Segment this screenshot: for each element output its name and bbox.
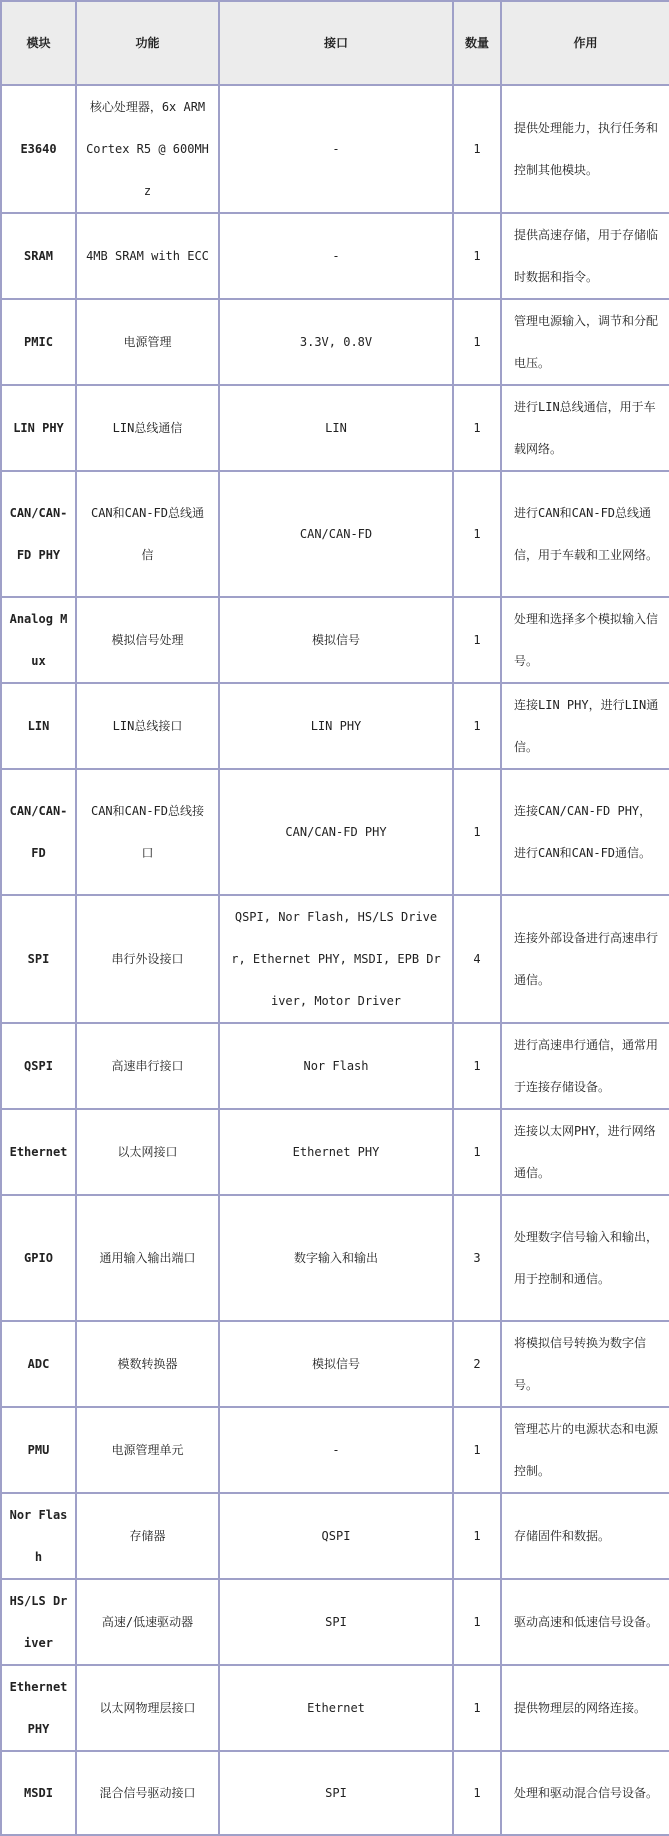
cell-module: LIN PHY — [1, 385, 76, 471]
cell-function: 电源管理 — [76, 299, 219, 385]
cell-role: 管理芯片的电源状态和电源控制。 — [501, 1407, 669, 1493]
cell-module: ADC — [1, 1321, 76, 1407]
cell-quantity: 1 — [453, 1751, 501, 1835]
cell-function: 核心处理器，6x ARM Cortex R5 @ 600MHz — [76, 85, 219, 213]
cell-function: 通用输入输出端口 — [76, 1195, 219, 1321]
cell-function: LIN总线接口 — [76, 683, 219, 769]
table-header — [1, 1, 669, 85]
cell-role: 连接LIN PHY，进行LIN通信。 — [501, 683, 669, 769]
cell-interface: - — [219, 85, 453, 213]
table-row — [1, 683, 669, 769]
cell-module: LIN — [1, 683, 76, 769]
cell-quantity: 1 — [453, 1493, 501, 1579]
cell-interface: CAN/CAN-FD PHY — [219, 769, 453, 895]
cell-function: 存储器 — [76, 1493, 219, 1579]
table-row — [1, 471, 669, 597]
cell-interface: LIN PHY — [219, 683, 453, 769]
cell-role: 连接以太网PHY，进行网络通信。 — [501, 1109, 669, 1195]
cell-module: Ethernet — [1, 1109, 76, 1195]
cell-module: Ethernet PHY — [1, 1665, 76, 1751]
cell-interface: - — [219, 213, 453, 299]
cell-function: CAN和CAN-FD总线接口 — [76, 769, 219, 895]
cell-quantity: 1 — [453, 213, 501, 299]
cell-role: 处理和选择多个模拟输入信号。 — [501, 597, 669, 683]
header-interface: 接口 — [219, 1, 453, 85]
cell-module: PMU — [1, 1407, 76, 1493]
cell-function: CAN和CAN-FD总线通信 — [76, 471, 219, 597]
cell-role: 处理数字信号输入和输出，用于控制和通信。 — [501, 1195, 669, 1321]
cell-interface: CAN/CAN-FD — [219, 471, 453, 597]
cell-role: 连接CAN/CAN-FD PHY，进行CAN和CAN-FD通信。 — [501, 769, 669, 895]
cell-role: 驱动高速和低速信号设备。 — [501, 1579, 669, 1665]
cell-interface: 3.3V, 0.8V — [219, 299, 453, 385]
cell-interface: Ethernet PHY — [219, 1109, 453, 1195]
cell-interface: LIN — [219, 385, 453, 471]
header-role: 作用 — [501, 1, 669, 85]
cell-module: CAN/CAN-FD PHY — [1, 471, 76, 597]
cell-role: 提供物理层的网络连接。 — [501, 1665, 669, 1751]
cell-module: MSDI — [1, 1751, 76, 1835]
cell-function: 4MB SRAM with ECC — [76, 213, 219, 299]
cell-quantity: 1 — [453, 769, 501, 895]
cell-module: GPIO — [1, 1195, 76, 1321]
cell-module: Analog Mux — [1, 597, 76, 683]
table-row — [1, 597, 669, 683]
cell-interface: 模拟信号 — [219, 597, 453, 683]
cell-quantity: 1 — [453, 299, 501, 385]
cell-role: 处理和驱动混合信号设备。 — [501, 1751, 669, 1835]
cell-quantity: 1 — [453, 683, 501, 769]
cell-quantity: 1 — [453, 597, 501, 683]
cell-quantity: 1 — [453, 471, 501, 597]
cell-function: 高速/低速驱动器 — [76, 1579, 219, 1665]
cell-function: LIN总线通信 — [76, 385, 219, 471]
cell-module: SRAM — [1, 213, 76, 299]
cell-function: 模拟信号处理 — [76, 597, 219, 683]
cell-role: 进行CAN和CAN-FD总线通信，用于车载和工业网络。 — [501, 471, 669, 597]
cell-role: 将模拟信号转换为数字信号。 — [501, 1321, 669, 1407]
table-row — [1, 1321, 669, 1407]
cell-role: 进行LIN总线通信，用于车载网络。 — [501, 385, 669, 471]
cell-interface: QSPI, Nor Flash, HS/LS Driver, Ethernet PHY, MSDI, EPB Driver, Motor Driver — [219, 895, 453, 1023]
cell-quantity: 2 — [453, 1321, 501, 1407]
cell-interface: - — [219, 1407, 453, 1493]
cell-quantity: 1 — [453, 1023, 501, 1109]
cell-quantity: 1 — [453, 1407, 501, 1493]
table-row — [1, 213, 669, 299]
cell-interface: SPI — [219, 1579, 453, 1665]
table-row — [1, 1751, 669, 1835]
cell-module: HS/LS Driver — [1, 1579, 76, 1665]
cell-interface: QSPI — [219, 1493, 453, 1579]
cell-function: 模数转换器 — [76, 1321, 219, 1407]
table-row — [1, 85, 669, 213]
cell-function: 混合信号驱动接口 — [76, 1751, 219, 1835]
cell-module: E3640 — [1, 85, 76, 213]
cell-function: 电源管理单元 — [76, 1407, 219, 1493]
cell-module: CAN/CAN-FD — [1, 769, 76, 895]
cell-module: QSPI — [1, 1023, 76, 1109]
cell-quantity: 1 — [453, 1579, 501, 1665]
header-function: 功能 — [76, 1, 219, 85]
cell-function: 以太网接口 — [76, 1109, 219, 1195]
cell-quantity: 1 — [453, 1665, 501, 1751]
table-row — [1, 385, 669, 471]
cell-role: 进行高速串行通信，通常用于连接存储设备。 — [501, 1023, 669, 1109]
cell-function: 以太网物理层接口 — [76, 1665, 219, 1751]
header-quantity: 数量 — [453, 1, 501, 85]
cell-role: 提供处理能力，执行任务和控制其他模块。 — [501, 85, 669, 213]
table-body — [1, 85, 669, 1835]
table-row — [1, 1195, 669, 1321]
table-row — [1, 1579, 669, 1665]
header-module: 模块 — [1, 1, 76, 85]
cell-quantity: 1 — [453, 1109, 501, 1195]
cell-quantity: 1 — [453, 385, 501, 471]
header-row — [1, 1, 669, 85]
cell-role: 存储固件和数据。 — [501, 1493, 669, 1579]
table-row — [1, 299, 669, 385]
cell-interface: Ethernet — [219, 1665, 453, 1751]
cell-quantity: 4 — [453, 895, 501, 1023]
table-row — [1, 1665, 669, 1751]
cell-module: Nor Flash — [1, 1493, 76, 1579]
cell-quantity: 1 — [453, 85, 501, 213]
cell-function: 高速串行接口 — [76, 1023, 219, 1109]
table-row — [1, 1023, 669, 1109]
cell-interface: 模拟信号 — [219, 1321, 453, 1407]
cell-role: 管理电源输入，调节和分配电压。 — [501, 299, 669, 385]
table-row — [1, 1407, 669, 1493]
cell-role: 提供高速存储，用于存储临时数据和指令。 — [501, 213, 669, 299]
table-row — [1, 1109, 669, 1195]
cell-interface: Nor Flash — [219, 1023, 453, 1109]
cell-module: SPI — [1, 895, 76, 1023]
cell-quantity: 3 — [453, 1195, 501, 1321]
cell-interface: 数字输入和输出 — [219, 1195, 453, 1321]
cell-interface: SPI — [219, 1751, 453, 1835]
table-row — [1, 1493, 669, 1579]
cell-role: 连接外部设备进行高速串行通信。 — [501, 895, 669, 1023]
cell-function: 串行外设接口 — [76, 895, 219, 1023]
table-row — [1, 895, 669, 1023]
table-row — [1, 769, 669, 895]
cell-module: PMIC — [1, 299, 76, 385]
